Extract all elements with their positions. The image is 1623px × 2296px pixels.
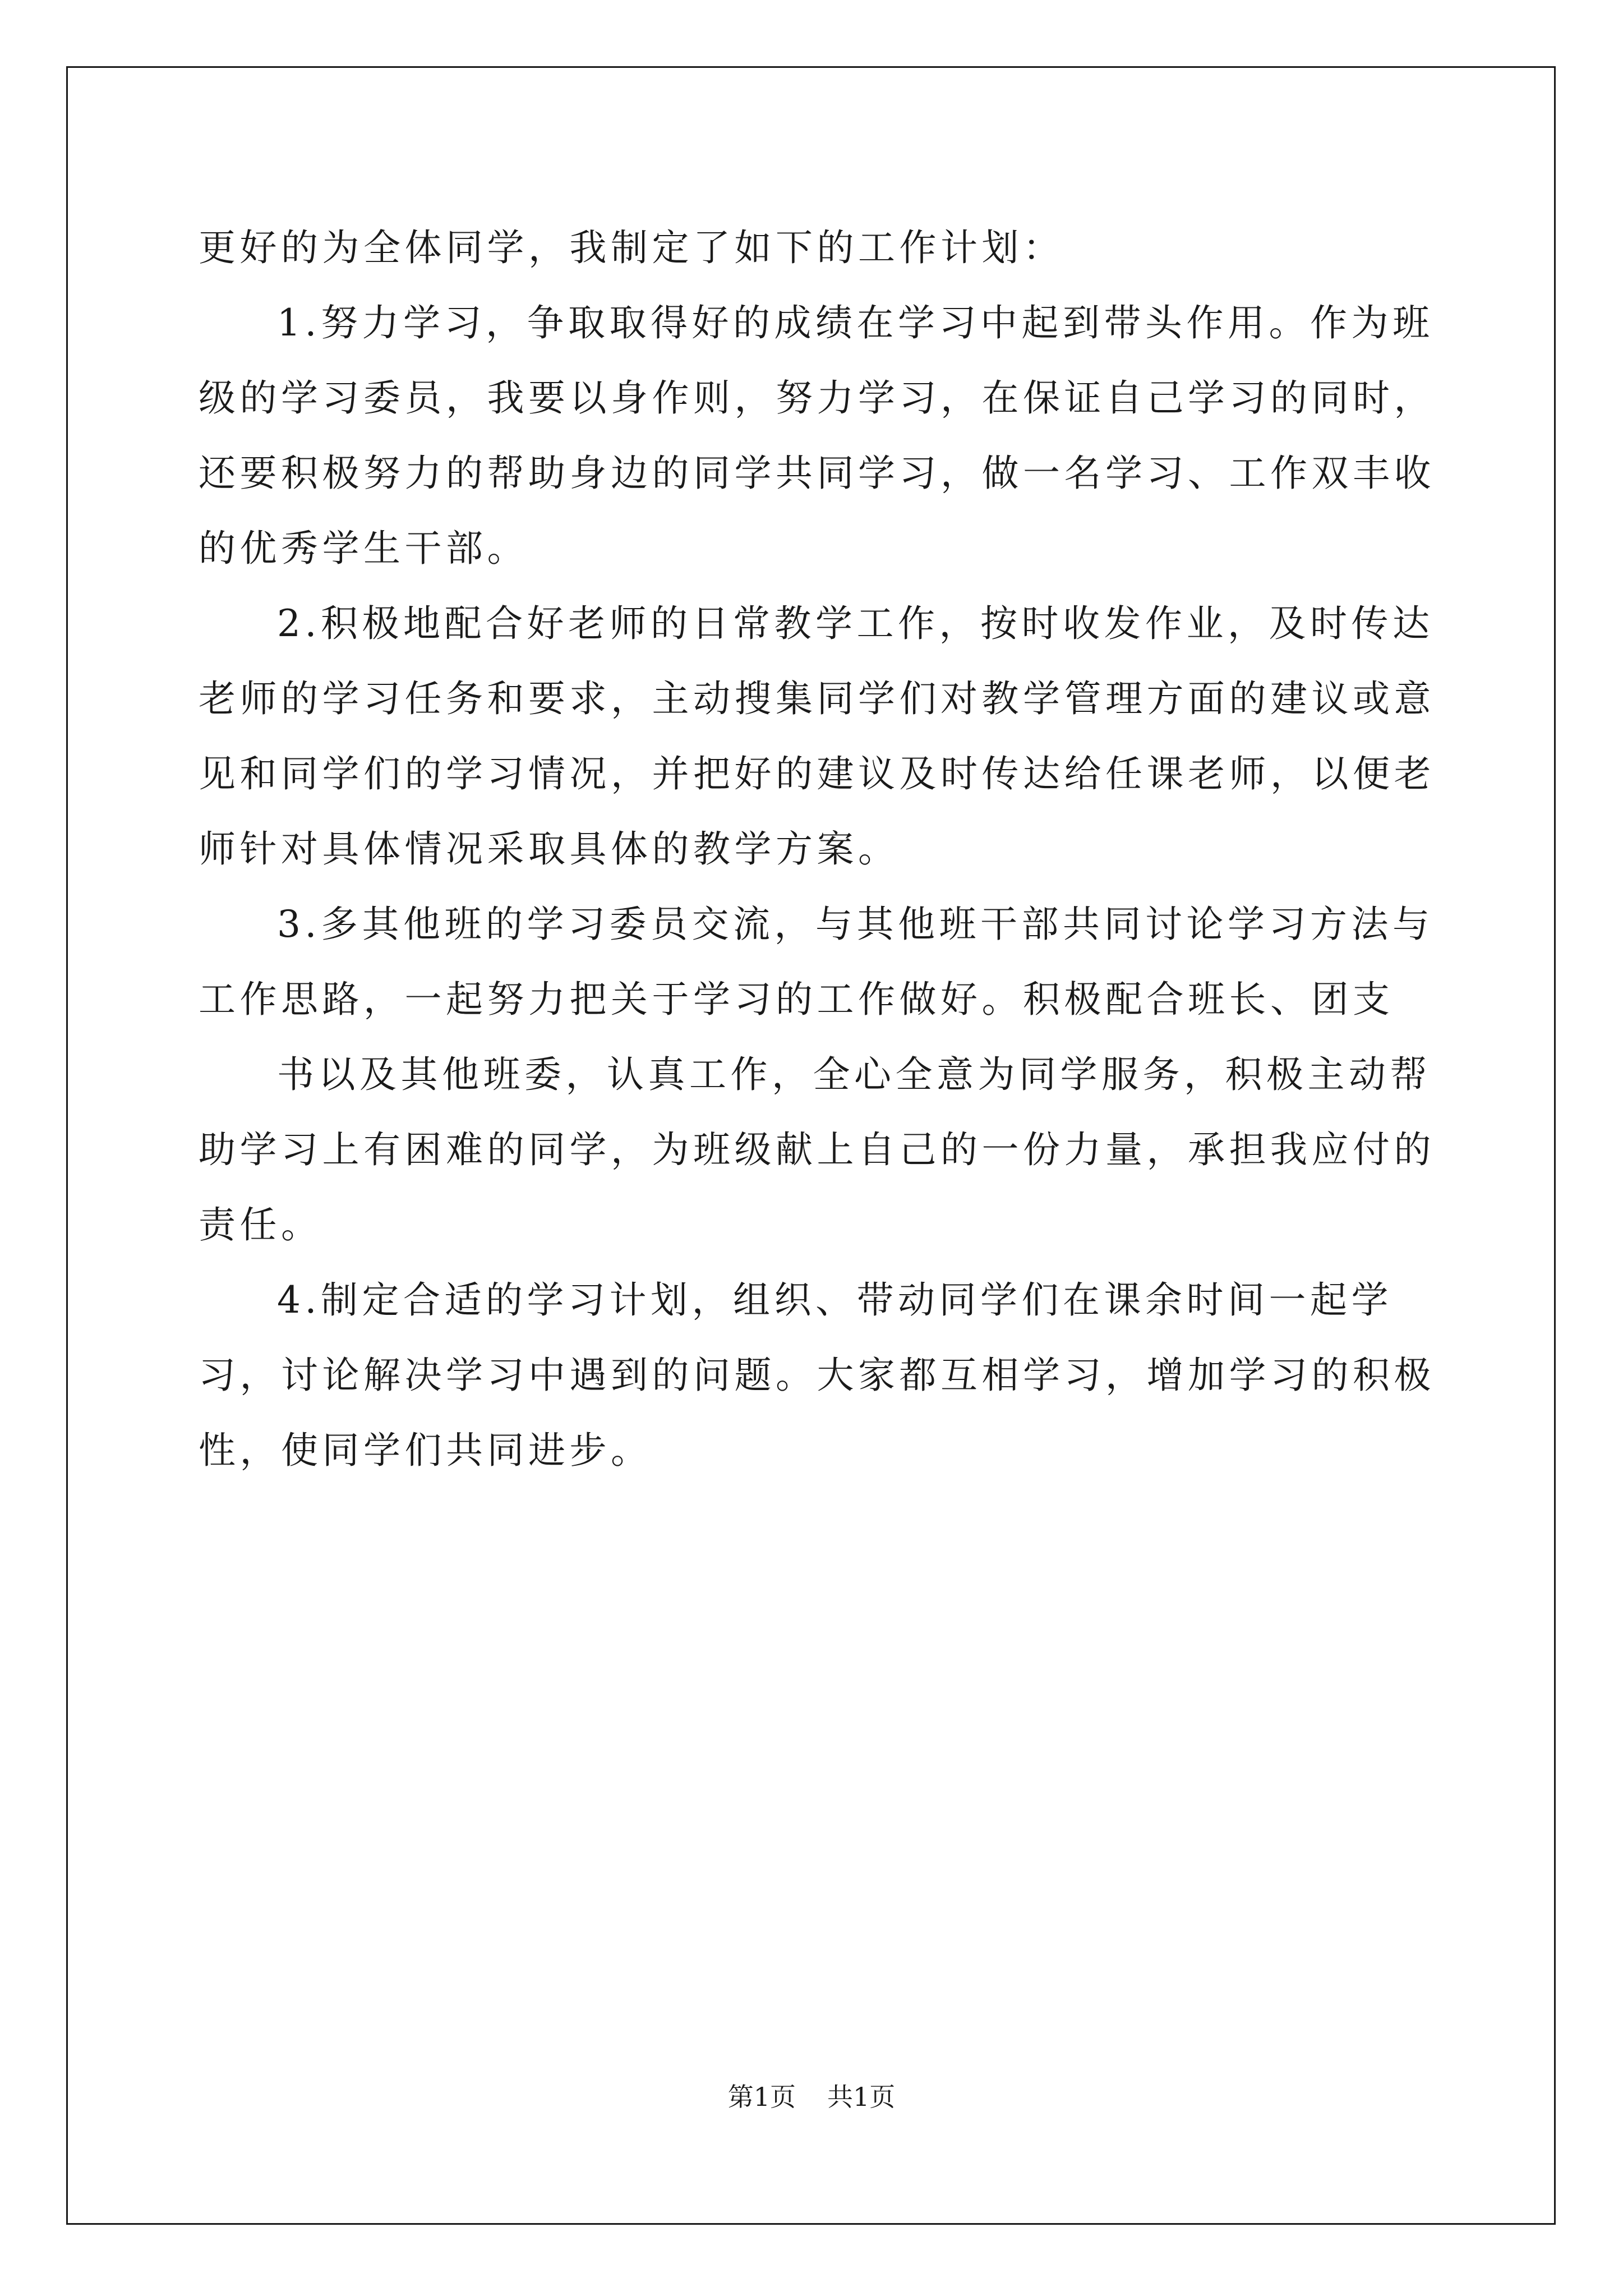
paragraph-item-2: 2.积极地配合好老师的日常教学工作，按时收发作业，及时传达老师的学习任务和要求，主动搜集同学们对教学管理方面的建议或意见和同学们的学习情况，并把好的建议及时传达给任课老师，以便老师针对具体情况采取具体的教学方案。 (199, 602, 1435, 871)
paragraph-item-3-continued: 书以及其他班委，认真工作，全心全意为同学服务，积极主动帮助学习上有困难的同学，为班级献上自己的一份力量，承担我应付的责任。 (199, 1053, 1435, 1246)
paragraph-item-3: 3.多其他班的学习委员交流，与其他班干部共同讨论学习方法与工作思路，一起努力把关于学习的工作做好。积极配合班长、团支 (199, 903, 1434, 1021)
paragraph-item-4: 4.制定合适的学习计划，组织、带动同学们在课余时间一起学习，讨论解决学习中遇到的问题。大家都互相学习，增加学习的积极性，使同学们共同进步。 (199, 1278, 1435, 1472)
page-footer (0, 2080, 1623, 2114)
page-number-total: 共1页 (827, 2082, 896, 2112)
document-body (199, 210, 1441, 1488)
paragraph-intro: 更好的为全体同学，我制定了如下的工作计划： (199, 226, 1064, 269)
page-number-current: 第1页 (727, 2082, 796, 2112)
paragraph-item-1: 1.努力学习，争取取得好的成绩在学习中起到带头作用。作为班级的学习委员，我要以身作则，努力学习，在保证自己学习的同时，还要积极努力的帮助身边的同学共同学习，做一名学习、工作双丰收的优秀学生干部。 (199, 301, 1435, 570)
